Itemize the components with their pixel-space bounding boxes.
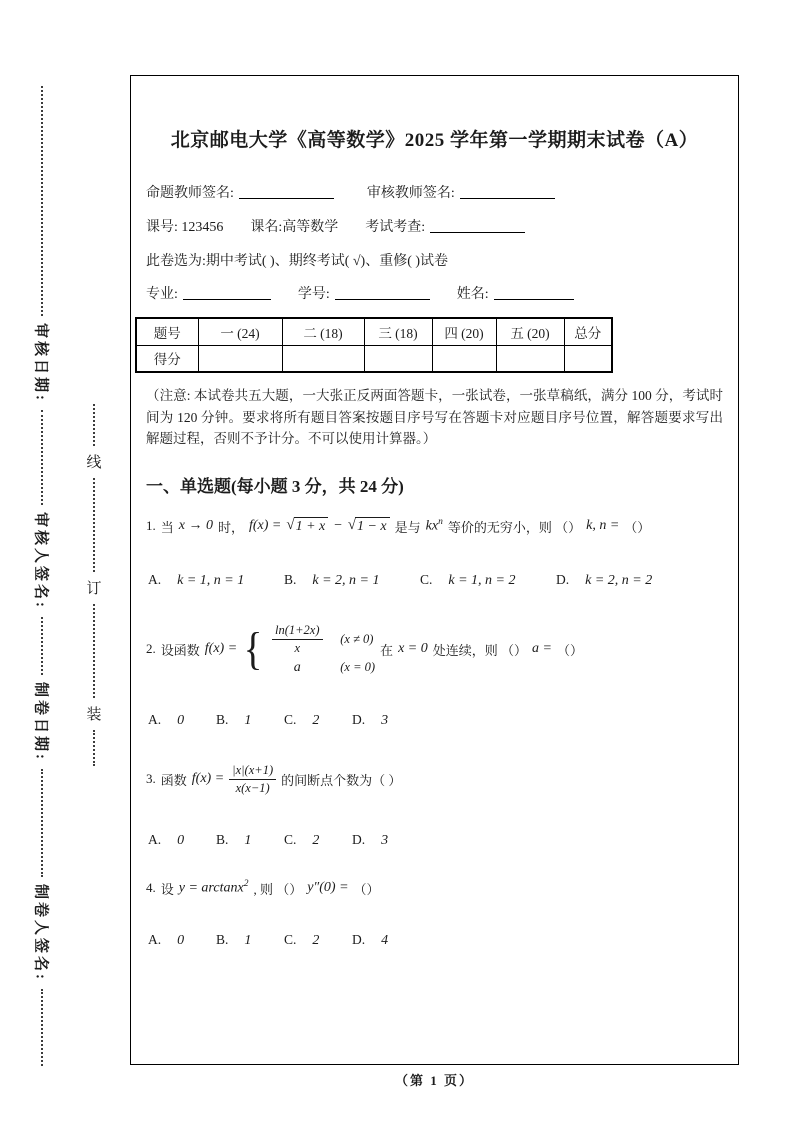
- seal-char-zhuang: 装: [86, 707, 102, 723]
- math-y-arctan: [179, 879, 249, 897]
- seal-dotted-line: [93, 604, 95, 698]
- course-name: 课名:高等数学: [250, 220, 339, 235]
- piecewise-cases: [266, 623, 375, 676]
- score-header-cell: 二 (18): [282, 318, 364, 345]
- seal-dotted-line: [93, 478, 95, 572]
- blank-underline: [183, 287, 271, 300]
- blank-underline: [239, 186, 334, 199]
- binding-label-make-date: 制卷日期:: [32, 681, 49, 762]
- blank-underline: [335, 287, 430, 300]
- seal-dotted-line: [93, 730, 95, 766]
- section-one-title: 一、单选题(每小题 3 分，共 24 分): [146, 476, 404, 496]
- question-2-options: [148, 712, 723, 729]
- question-text: 设函数: [160, 642, 200, 658]
- exam-notice: （注意: 本试卷共五大题，一大张正反两面答题卡，一张试卷，一张草稿纸，满分 100 分，考试时间为 120 分钟。要求将所有题目答案按题目序号写在答题卡对应题目序号位置，解答题要求写出解题过程，否则不予计分。不可以使用计算器。）: [146, 388, 723, 446]
- score-header-cell: 三 (18): [364, 318, 432, 345]
- binding-dotted-line: [41, 769, 43, 878]
- teacher-signature-line: [146, 185, 723, 203]
- student-id-label: 学号:: [297, 287, 330, 302]
- math-fraction: $\frac{\ln(1+2x)}{x}$: [272, 623, 323, 656]
- piecewise-case-2: [266, 660, 375, 676]
- question-3-options: [148, 832, 723, 849]
- reviewer-signature-label: 审核教师签名:: [366, 186, 455, 201]
- score-row: [136, 345, 612, 372]
- math-fraction: $\frac{|x|(x+1)}{x(x-1)}$: [229, 763, 276, 796]
- question-4: [146, 879, 723, 898]
- answer-paren: （）: [624, 519, 651, 535]
- option-d: D. 3: [352, 831, 389, 848]
- math-sqrt: [286, 517, 328, 535]
- option-c: C. 2: [284, 711, 320, 728]
- name-label: 姓名:: [456, 287, 489, 302]
- option-b: B. 1: [216, 831, 252, 848]
- score-input-cell: [364, 345, 432, 372]
- exam-type-label: 考试考查:: [365, 220, 426, 235]
- student-info-line: [146, 286, 723, 304]
- option-a: A. k = 1, n = 1: [148, 571, 245, 588]
- binding-label-reviewer-signature: 审核人签名:: [32, 512, 49, 611]
- math-kn: k, n =: [586, 518, 620, 533]
- score-input-cell: [198, 345, 282, 372]
- score-table: [135, 317, 613, 373]
- question-number: 1.: [146, 518, 156, 533]
- question-text: 时，: [217, 519, 244, 535]
- math-piecewise: [242, 623, 375, 676]
- math-kxn: [426, 517, 443, 535]
- score-input-cell: [432, 345, 496, 372]
- seal-char-ding: 订: [86, 581, 102, 597]
- math-a: a =: [532, 641, 552, 656]
- radicand: 1 − x: [355, 517, 390, 535]
- question-text: 设: [160, 881, 174, 897]
- question-1: [146, 517, 723, 536]
- question-number: 2.: [146, 641, 156, 656]
- score-row-label: 得分: [136, 345, 198, 372]
- question-4-options: [148, 932, 723, 949]
- question-text: , 则 （）: [253, 881, 303, 897]
- major-label: 专业:: [146, 287, 178, 302]
- score-input-cell: [496, 345, 564, 372]
- math-exponent: n: [438, 517, 443, 528]
- score-input-cell: [564, 345, 612, 372]
- question-text: 处连续，则 （）: [432, 642, 527, 658]
- blank-underline: [460, 186, 555, 199]
- math-kx-base: kx: [425, 518, 439, 534]
- math-y-base: y = arctanx: [178, 880, 244, 896]
- option-c: C. 2: [284, 831, 320, 848]
- minus-sign: −: [333, 518, 343, 533]
- math-fx: f(x) =: [204, 641, 238, 656]
- question-number: 3.: [146, 771, 156, 786]
- math-exponent: 2: [243, 879, 249, 890]
- score-header-cell: 题号: [136, 318, 198, 345]
- page-number-footer: （第 1 页）: [394, 1073, 474, 1088]
- option-d: D. k = 2, n = 2: [556, 571, 653, 588]
- option-c: C. k = 1, n = 2: [420, 571, 516, 588]
- option-d: D. 4: [352, 931, 389, 948]
- exam-paper-frame: [130, 75, 739, 1065]
- radicand: 1 + x: [294, 517, 329, 535]
- option-a: A. 0: [148, 931, 185, 948]
- math-sqrt: [348, 517, 390, 535]
- option-b: B. 1: [216, 931, 252, 948]
- binding-dotted-line: [41, 410, 43, 506]
- question-3: [146, 763, 723, 796]
- blank-underline: [430, 220, 525, 233]
- option-b: B. k = 2, n = 1: [284, 571, 380, 588]
- binding-strip-left: [30, 86, 54, 1066]
- question-number: 4.: [146, 880, 156, 895]
- score-input-cell: [282, 345, 364, 372]
- seal-line-strip: [84, 404, 104, 766]
- math-second-derivative: y″(0) =: [307, 880, 349, 895]
- score-header-cell: 一 (24): [198, 318, 282, 345]
- blank-underline: [494, 287, 574, 300]
- math-fx: f(x) =: [249, 518, 282, 533]
- binding-label-maker-signature: 制卷人签名:: [32, 884, 49, 983]
- question-text: 在: [380, 642, 394, 658]
- option-c: C. 2: [284, 931, 320, 948]
- case-condition: (x ≠ 0): [340, 631, 374, 646]
- score-header-cell: 四 (20): [432, 318, 496, 345]
- question-1-options: [148, 572, 723, 589]
- seal-dotted-line: [93, 404, 95, 446]
- option-a: A. 0: [148, 711, 185, 728]
- radical-sign: √: [286, 517, 295, 533]
- score-header-cell: 五 (20): [496, 318, 564, 345]
- radical-sign: √: [347, 517, 356, 533]
- piecewise-case-1: [266, 623, 375, 656]
- proposer-signature-label: 命题教师签名:: [146, 186, 234, 201]
- question-text: 等价的无穷小，则 （）: [447, 519, 582, 535]
- paper-select-line: 此卷选为:期中考试( )、期终考试( √)、重修( )试卷: [146, 254, 449, 269]
- course-number: 课号: 123456: [146, 220, 224, 235]
- course-info-line: [146, 219, 723, 237]
- math-x0: x = 0: [398, 641, 428, 656]
- score-table-header-row: [136, 318, 612, 345]
- answer-paren: （）: [353, 881, 380, 897]
- question-2: [146, 623, 723, 676]
- case-condition: (x = 0): [340, 660, 376, 674]
- option-d: D. 3: [352, 711, 389, 728]
- option-a: A. 0: [148, 831, 185, 848]
- exam-title: 北京邮电大学《高等数学》2025 学年第一学期期末试卷（A）: [170, 130, 699, 151]
- math-limit: x → 0: [178, 518, 213, 533]
- question-text: 当: [160, 519, 174, 535]
- question-text: 是与: [394, 519, 421, 535]
- case-value: a: [293, 659, 301, 675]
- brace: {: [243, 623, 263, 674]
- score-header-cell: 总分: [564, 318, 612, 345]
- binding-dotted-line: [41, 989, 43, 1066]
- binding-label-review-date: 审核日期:: [32, 322, 49, 403]
- binding-dotted-line: [41, 617, 43, 674]
- binding-dotted-line: [41, 86, 43, 316]
- question-text: 函数: [160, 772, 187, 788]
- seal-char-line: 线: [86, 455, 102, 471]
- math-fx: f(x) =: [191, 771, 225, 786]
- option-b: B. 1: [216, 711, 252, 728]
- question-text: 的间断点个数为（ ）: [281, 772, 402, 788]
- answer-paren: （）: [556, 642, 583, 658]
